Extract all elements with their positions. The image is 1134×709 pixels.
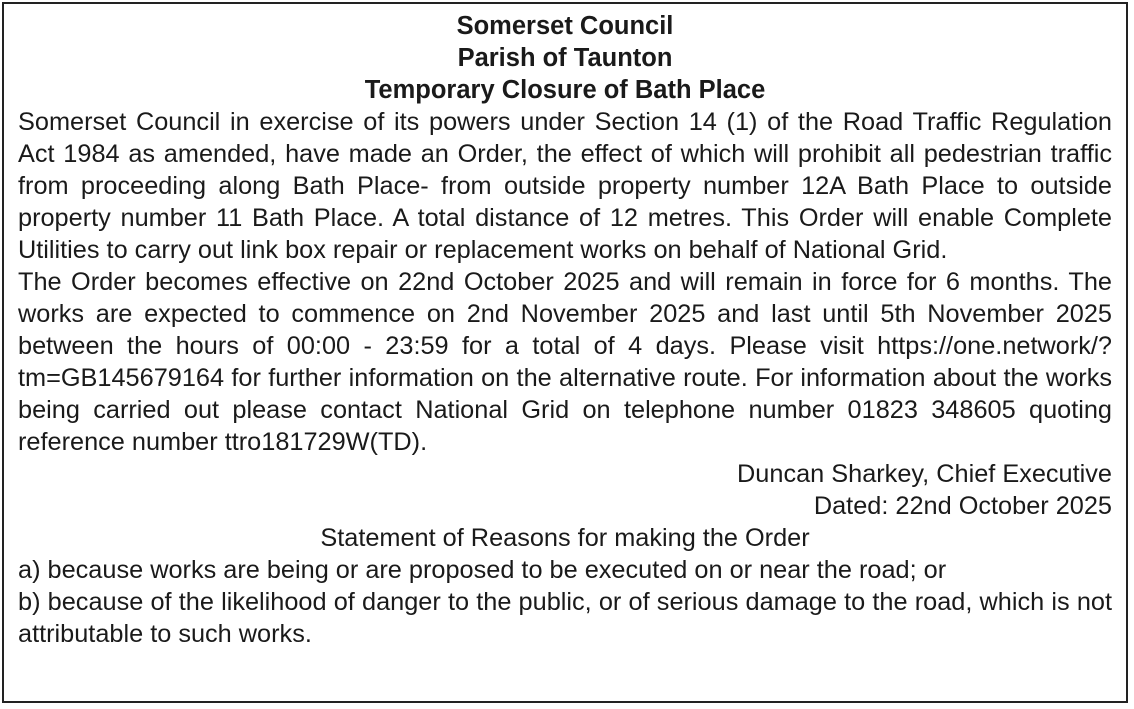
reason-a: a) because works are being or are proposed to be executed on or near the road; or — [18, 556, 947, 584]
notice-title: Temporary Closure of Bath Place — [364, 76, 766, 104]
order-details-paragraph: The Order becomes effective on 22nd October 2025 and will remain in force for 6 months. The works are expected to commence on 2nd November 2025 and last until 5th November 2025 between the hours of 00:00 - 23:59 for a total of 4 days. Please visit https://one.network/?tm=GB145679164 for further information on the alternative route. For information about the works being carried out please contact National Grid on telephone number 01823 348605 quoting reference number ttro181729W(TD). — [18, 268, 1112, 456]
signatory-name: Duncan Sharkey, Chief Executive — [737, 460, 1112, 488]
public-notice — [2, 2, 1128, 703]
parish-name: Parish of Taunton — [457, 44, 673, 72]
dated-line: Dated: 22nd October 2025 — [813, 492, 1112, 520]
reason-b: b) because of the likelihood of danger to the public, or of serious damage to the road, which is not attributable to such works. — [18, 588, 1112, 648]
council-name: Somerset Council — [456, 12, 674, 40]
reasons-title: Statement of Reasons for making the Order — [320, 524, 810, 552]
order-description-paragraph: Somerset Council in exercise of its powers under Section 14 (1) of the Road Traffic Regulation Act 1984 as amended, have made an Order, the effect of which will prohibit all pedestrian traffic from proceeding along Bath Place- from outside property number 12A Bath Place to outside property number 11 Bath Place. A total distance of 12 metres. This Order will enable Complete Utilities to carry out link box repair or replacement works on behalf of National Grid. — [18, 108, 1112, 264]
